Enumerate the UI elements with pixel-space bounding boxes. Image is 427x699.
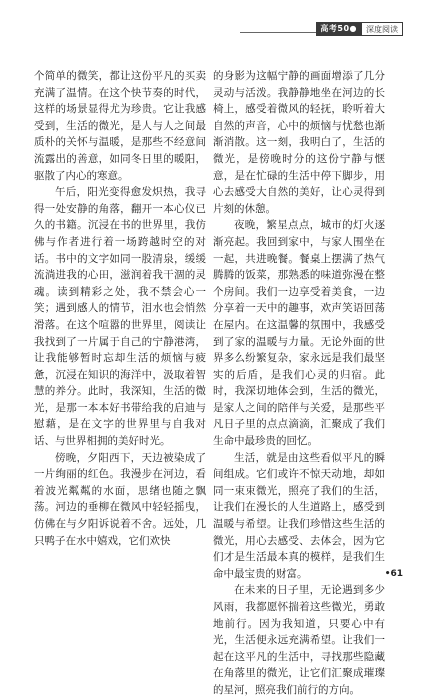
paragraph: 傍晚，夕阳西下，天边被染成了一片绚丽的红色。我漫步在河边，看着波光粼粼的水面，思绪也随之飘荡。河边的垂柳在微风中轻轻摇曳，仿佛在与夕阳诉说着不舍。远处，几只鸭子在水中嬉戏，它们欢快 [34, 451, 206, 547]
paragraph: 在未来的日子里，无论遇到多少风雨，我都愿怀揣着这些微光，勇敢地前行。因为我知道，只要心中有光，生活便永远充满希望。让我们一起在这平凡的生活中，寻找那些隐藏在角落里的微光，让它们汇聚成璀璨的星河，照亮我们前行的方向。 [213, 584, 385, 696]
paragraph: 的身影为这幅宁静的画面增添了几分灵动与活泼。我静静地坐在河边的长椅上，感受着微风的轻抚，聆听着大自然的声音，心中的烦恼与忧愁也渐渐消散。这一刻，我明白了，生活的微光，是傍晚时分的这份宁静与惬意，是在忙碌的生活中停下脚步，用心去感受大自然的美好，让心灵得到片刻的休憩。 [213, 70, 385, 215]
right-text-column [213, 68, 385, 696]
paragraph: 午后，阳光变得愈发炽热，我寻得一处安静的角落，翻开一本心仪已久的书籍。沉浸在书的世界里，我仿佛与作者进行着一场跨越时空的对话。书中的文字如同一股清泉，缓缓流淌进我的心田，滋润着我干涸的灵魂。读到精彩之处，我不禁会心一笑；遇到感人的情节，泪水也会悄然滑落。在这个喧嚣的世界里，阅读让我找到了一片属于自己的宁静港湾，让我能够暂时忘却生活的烦恼与疲惫，沉浸在知识的海洋中，汲取着智慧的养分。此时，我深知，生活的微光，是那一本本好书带给我的启迪与慰藉，是在文字的世界里与自我对话、与世界相拥的美好时光。 [34, 186, 206, 448]
section-label: 深度阅读 [361, 22, 403, 36]
page-number: •61 [384, 569, 403, 579]
magazine-brand: 高考50● [316, 22, 361, 36]
section-header-tag [316, 22, 403, 36]
paragraph: 个简单的微笑，都让这份平凡的买卖充满了温情。在这个快节奏的时代，这样的场景显得尤为珍贵。它让我感受到，生活的微光，是人与人之间最质朴的关怀与温暖，是那些不经意间流露出的善意，如同冬日里的暖阳，驱散了内心的寒意。 [34, 70, 206, 182]
paragraph: 夜晚，繁星点点，城市的灯火逐渐亮起。我回到家中，与家人围坐在一起，共进晚餐。餐桌上摆满了热气腾腾的饭菜，那熟悉的味道弥漫在整个房间。我们一边享受着美食，一边分享着一天中的趣事，欢声笑语回荡在屋内。在这温馨的氛围中，我感受到了家的温暖与力量。无论外面的世界多么纷繁复杂，家永远是我们最坚实的后盾，是我们心灵的归宿。此时，我深切地体会到，生活的微光，是家人之间的陪伴与关爱，是那些平凡日子里的点点滴滴，汇聚成了我们生命中最珍贵的回忆。 [213, 219, 385, 448]
left-text-column [34, 68, 206, 550]
paragraph: 生活，就是由这些看似平凡的瞬间组成。它们或许不惊天动地，却如同一束束微光，照亮了我们的生活，让我们在漫长的人生道路上，感受到温暖与希望。让我们珍惜这些生活的微光，用心去感受、去体会，因为它们才是生活最本真的模样，是我们生命中最宝贵的财富。 [213, 451, 385, 580]
